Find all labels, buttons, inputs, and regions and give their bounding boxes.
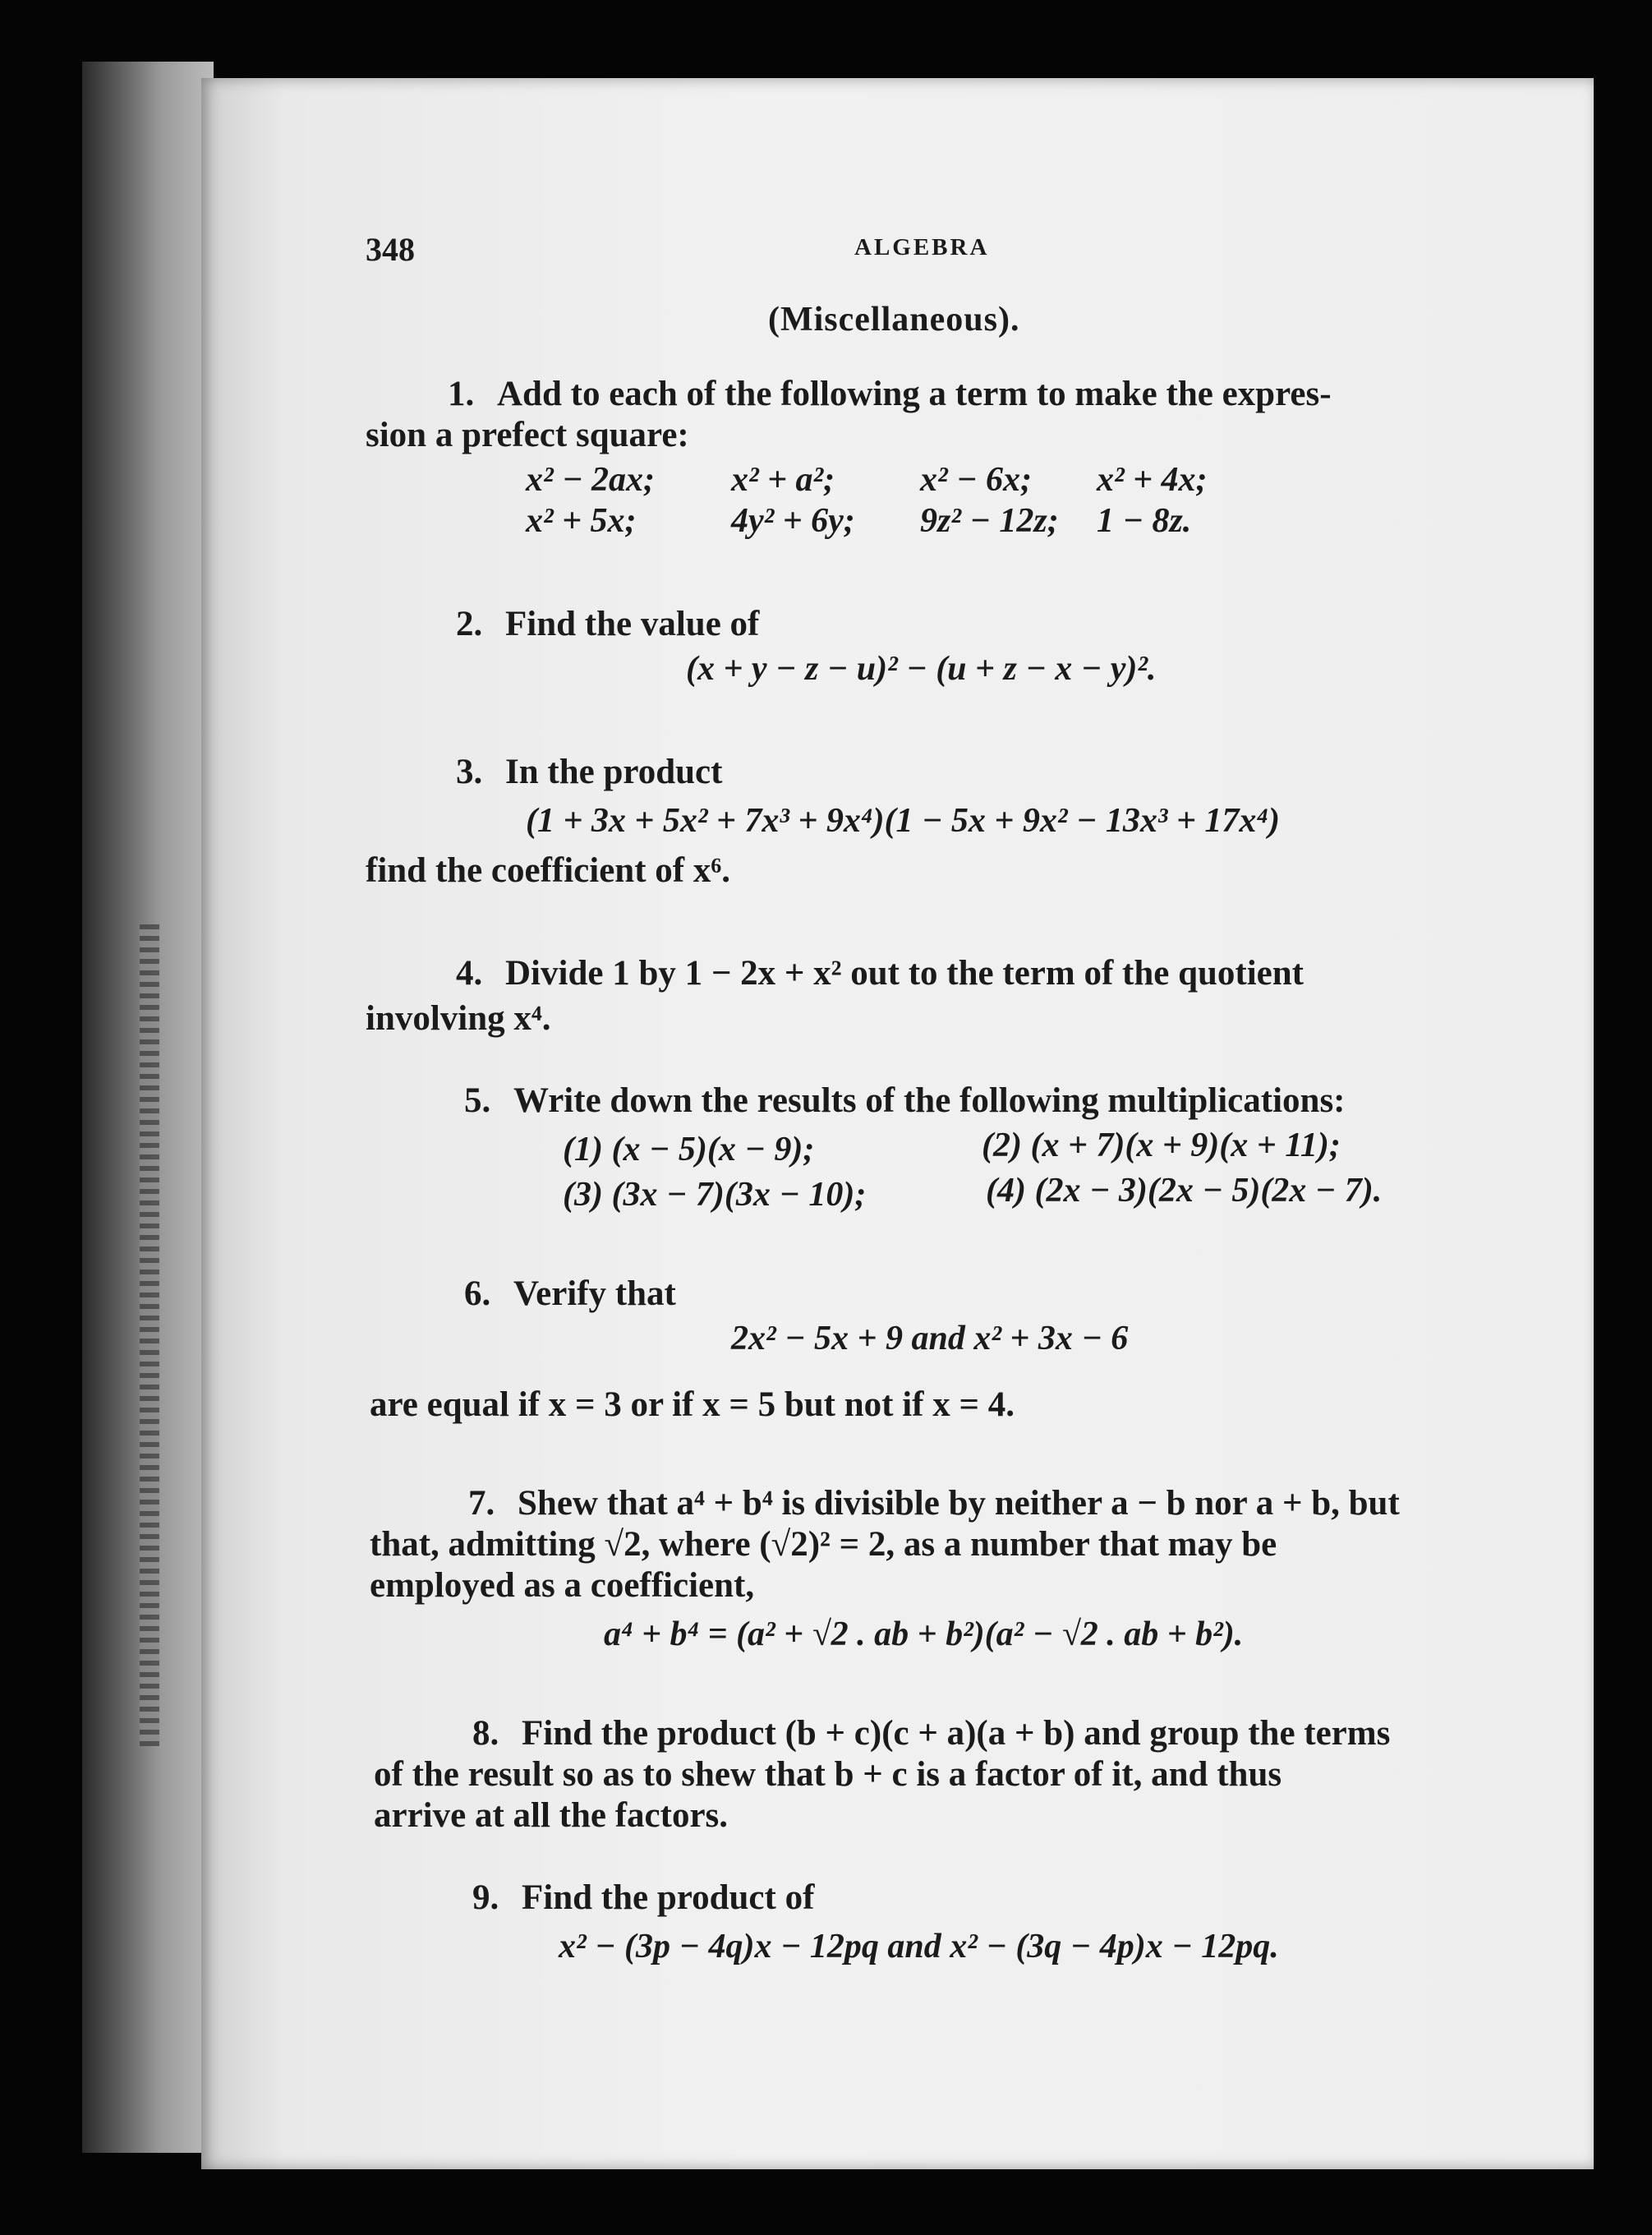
exercise-2-number: 2. — [456, 605, 483, 643]
exercise-3-line-2: find the coefficient of x⁶. — [366, 851, 730, 890]
exercise-6-expr: 2x² − 5x + 9 and x² + 3x − 6 — [731, 1320, 1129, 1357]
exercise-8-line-1: Find the product (b + c)(c + a)(a + b) and group the terms — [522, 1714, 1391, 1753]
exercise-7-expr: a⁴ + b⁴ = (a² + √2 . ab + b²)(a² − √2 . ab + b²). — [604, 1615, 1244, 1653]
exercise-1-expr-6: 4y² + 6y; — [731, 502, 855, 540]
book-page — [201, 78, 1594, 2169]
running-head: ALGEBRA — [854, 234, 990, 260]
exercise-5-expr-1: (1) (x − 5)(x − 9); — [563, 1131, 815, 1168]
exercise-5-expr-3: (3) (3x − 7)(3x − 10); — [563, 1176, 867, 1214]
exercise-1-expr-4: x² + 4x; — [1097, 461, 1208, 499]
exercise-7-line-3: employed as a coefficient, — [370, 1566, 755, 1605]
exercise-6-number: 6. — [464, 1274, 491, 1313]
exercise-1-expr-1: x² − 2ax; — [526, 461, 656, 499]
exercise-3-expr: (1 + 3x + 5x² + 7x³ + 9x⁴)(1 − 5x + 9x² − 13x³ + 17x⁴) — [526, 802, 1281, 840]
exercise-4-line-2: involving x⁴. — [366, 999, 551, 1038]
exercise-1-number: 1. — [448, 375, 475, 413]
exercise-2-expr: (x + y − z − u)² − (u + z − x − y)². — [686, 650, 1157, 688]
exercise-1-expr-3: x² − 6x; — [920, 461, 1033, 499]
exercise-5-expr-4: (4) (2x − 3)(2x − 5)(2x − 7). — [986, 1172, 1383, 1210]
exercise-9-line-1: Find the product of — [522, 1878, 815, 1917]
exercise-1-expr-2: x² + a²; — [731, 461, 835, 499]
exercise-7-line-2: that, admitting √2, where (√2)² = 2, as a number that may be — [370, 1525, 1277, 1564]
exercise-8-number: 8. — [472, 1714, 499, 1753]
exercise-8-line-2: of the result so as to shew that b + c is a factor of it, and thus — [374, 1755, 1282, 1794]
exercise-1-expr-5: x² + 5x; — [526, 502, 637, 540]
book-spine-edge — [82, 62, 214, 2153]
exercise-4-line-1: Divide 1 by 1 − 2x + x² out to the term of the quotient — [505, 954, 1304, 993]
exercise-7-number: 7. — [468, 1484, 495, 1523]
section-title: (Miscellaneous). — [768, 301, 1020, 339]
exercise-1-expr-8: 1 − 8z. — [1097, 502, 1192, 540]
exercise-6-line-2: are equal if x = 3 or if x = 5 but not if x = 4. — [370, 1385, 1015, 1424]
exercise-1-line-1: Add to each of the following a term to make the expres- — [497, 375, 1332, 413]
exercise-9-number: 9. — [472, 1878, 499, 1917]
page-number: 348 — [366, 231, 415, 268]
exercise-5-line-1: Write down the results of the following multiplications: — [513, 1081, 1346, 1120]
exercise-1-line-2: sion a prefect square: — [366, 416, 689, 454]
exercise-4-number: 4. — [456, 954, 483, 993]
exercise-3-line-1: In the product — [505, 753, 723, 791]
exercise-7-line-1: Shew that a⁴ + b⁴ is divisible by neither a − b nor a + b, but — [518, 1484, 1400, 1523]
exercise-5-number: 5. — [464, 1081, 491, 1120]
exercise-9-expr: x² − (3p − 4q)x − 12pq and x² − (3q − 4p)x − 12pq. — [559, 1928, 1279, 1965]
exercise-1-expr-7: 9z² − 12z; — [920, 502, 1059, 540]
exercise-5-expr-2: (2) (x + 7)(x + 9)(x + 11); — [982, 1127, 1341, 1164]
exercise-6-line-1: Verify that — [513, 1274, 676, 1313]
exercise-3-number: 3. — [456, 753, 483, 791]
exercise-8-line-3: arrive at all the factors. — [374, 1796, 729, 1835]
exercise-2-line-1: Find the value of — [505, 605, 760, 643]
